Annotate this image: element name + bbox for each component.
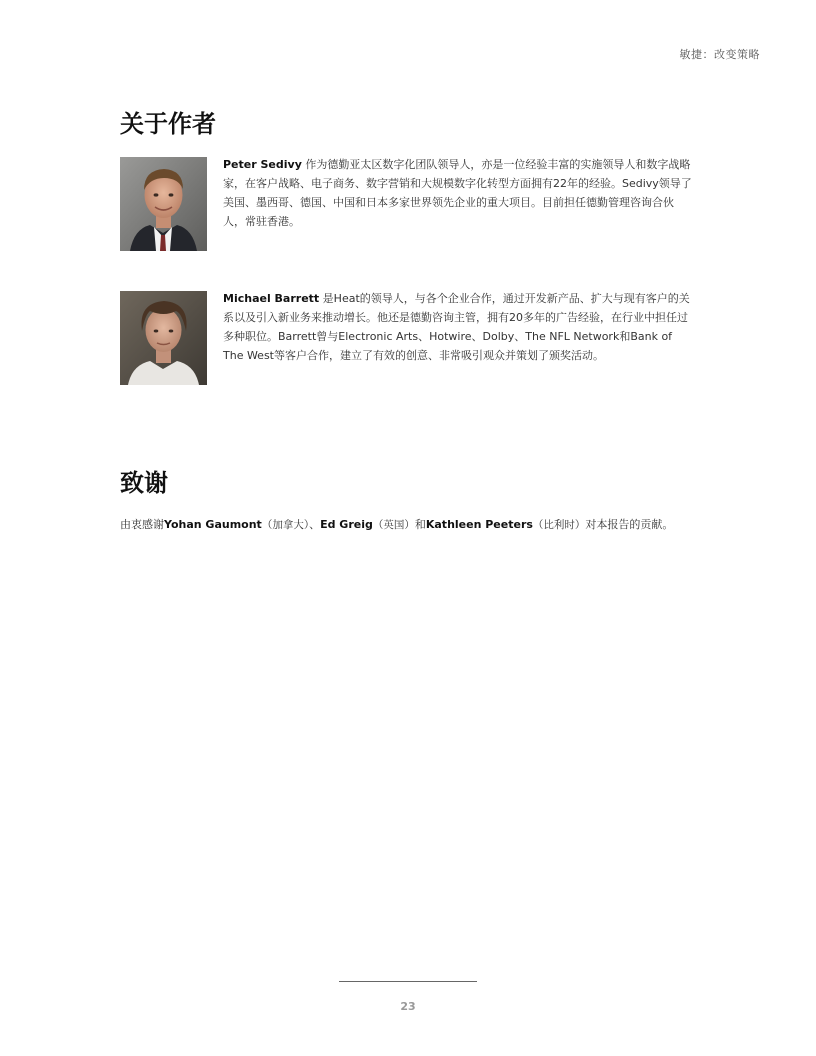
page-number: 23: [400, 1000, 416, 1013]
author-bio-text: 作为德勤亚太区数字化团队领导人，亦是一位经验丰富的实施领导人和数字战略家，在客户战略、电子商务、数字营销和大规模数字化转型方面拥有22年的经验。Sedivy领导了美国、墨西哥、德国、中国和日本多家世界领先企业的重大项目。目前担任德勤管理咨询合伙人，常驻香港。: [223, 158, 692, 228]
contributor-name: Ed Greig: [320, 518, 373, 531]
contributor-country: （加拿大）: [261, 519, 310, 531]
contributor-name: Kathleen Peeters: [425, 518, 533, 531]
footer-divider: [339, 981, 477, 982]
author-entry: [120, 157, 700, 253]
acknowledgements-text: [120, 516, 700, 534]
portrait-michael-barrett-image: [120, 291, 207, 385]
author-entry: [120, 291, 700, 387]
author-name: Michael Barrett: [223, 292, 320, 305]
author-photo: [120, 157, 207, 251]
author-bio: [223, 155, 695, 231]
portrait-peter-sedivy-image: [120, 157, 207, 251]
contributor-country: （英国）: [372, 519, 415, 531]
author-photo: [120, 291, 207, 385]
acknowledgements-title: 致谢: [120, 469, 168, 497]
ack-separator: 、: [309, 518, 321, 531]
contributor-name: Yohan Gaumont: [164, 518, 262, 531]
author-name: Peter Sedivy: [223, 158, 302, 171]
ack-prefix: 由衷感谢: [120, 518, 164, 531]
running-header: 敏捷：改变策略: [679, 48, 760, 61]
author-bio-text: 是Heat的领导人，与各个企业合作，通过开发新产品、扩大与现有客户的关系以及引入新业务来推动增长。他还是德勤咨询主管，拥有20多年的广告经验，在行业中担任过多种职位。Barrett曾与Electronic Arts、Hotwire、Dolby、The NFL Network和Bank of The West等客户合作，建立了有效的创意、非常吸引观众并策划了颁奖活动。: [223, 292, 690, 362]
ack-separator: 和: [414, 518, 426, 531]
author-bio: [223, 289, 695, 365]
contributor-country: （比利时）: [532, 519, 586, 531]
about-authors-title: 关于作者: [120, 110, 216, 138]
ack-suffix: 对本报告的贡献。: [585, 518, 674, 531]
